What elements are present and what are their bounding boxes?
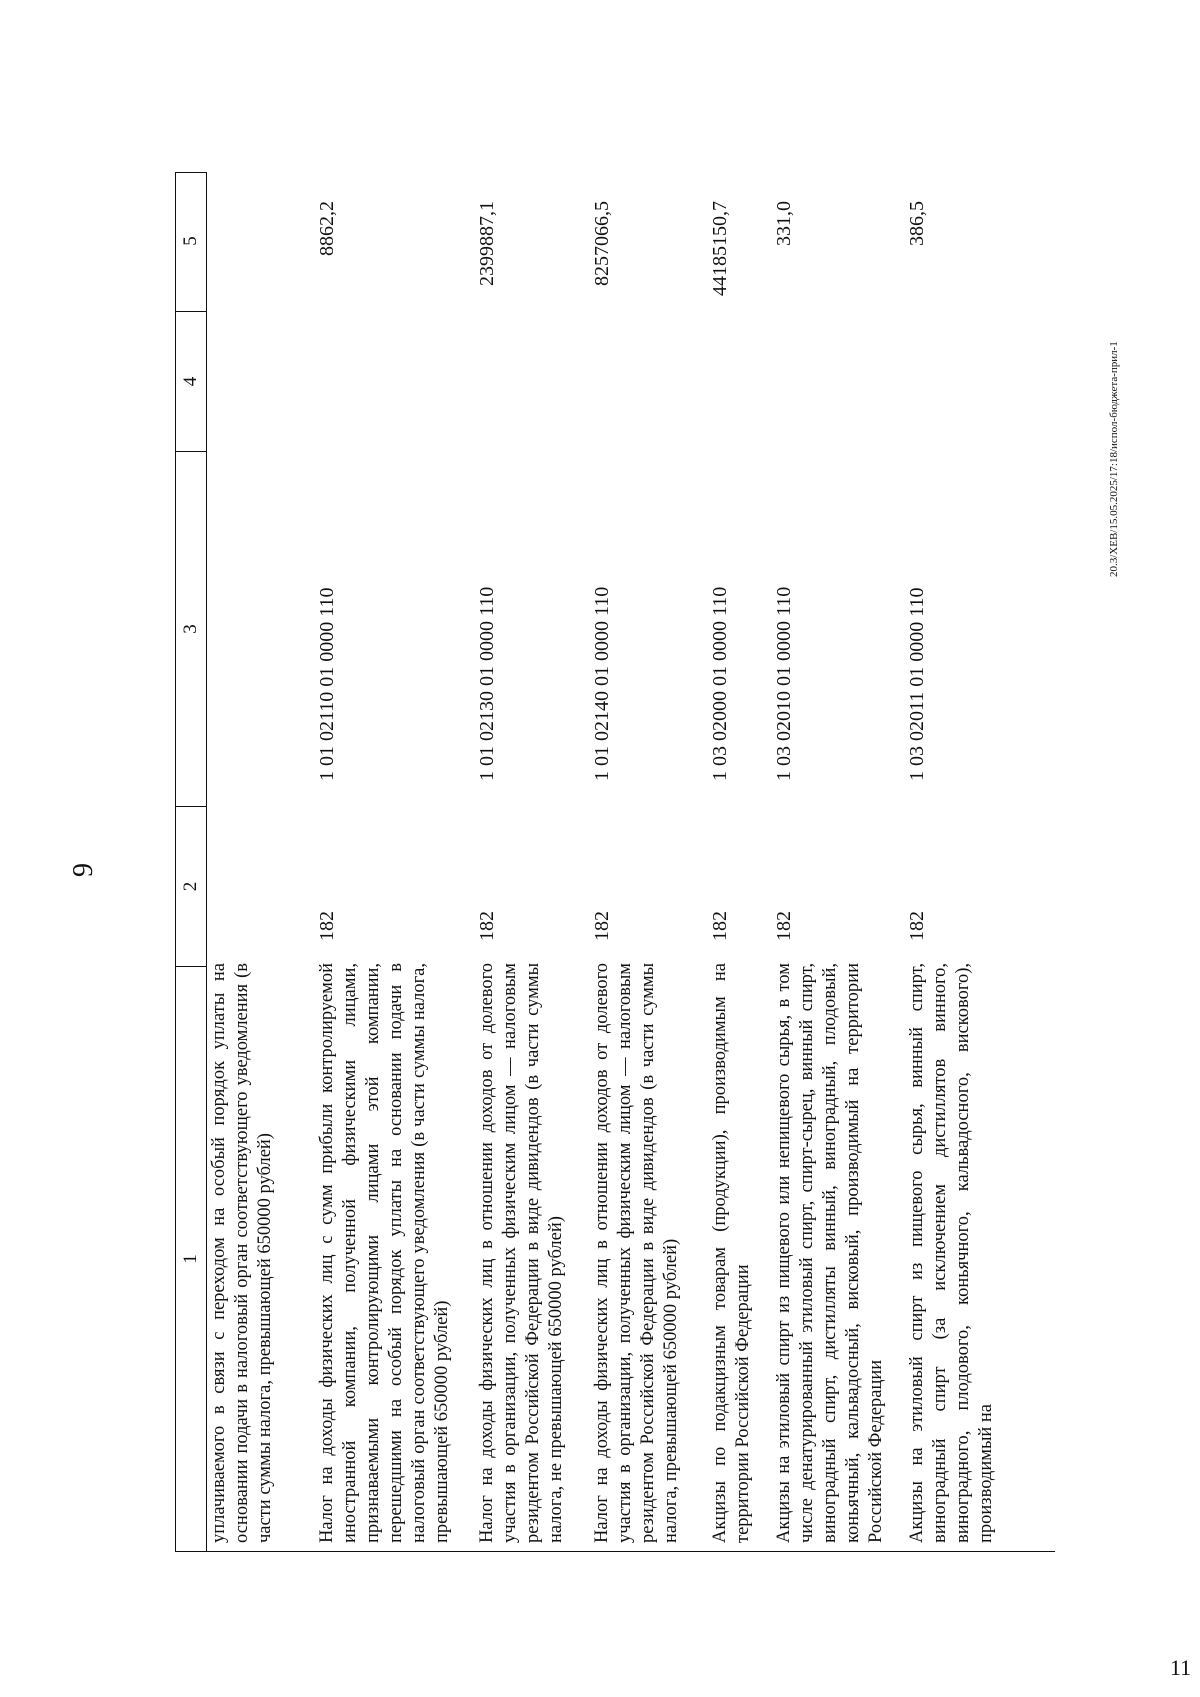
row-description: Акцизы на этиловый спирт из пищевого или непищевого сырья, в том числе денатурированный этиловый спирт, спирт-сырец, винный спирт, виноградный спирт, дистилляты винный, виноградный, плодовый, коньячный, кальвадосный, висковый, производимый на территории Российской Федерации — [774, 963, 886, 1543]
row-amount: 386,5 — [906, 201, 928, 246]
row-amount: 44185150,7 — [709, 201, 731, 296]
row-admin-code: 182 — [316, 911, 338, 941]
row-amount: 331,0 — [773, 201, 795, 246]
row-description: Акцизы на этиловый спирт из пищевого сырья, винный спирт, виноградный спирт (за исключением дистиллятов винного, виноградного, плодового, коньячного, кальвадосного, вискового), производимый на — [907, 963, 996, 1543]
row-budget-code: 1 01 02110 01 0000 110 — [316, 587, 338, 781]
row-amount: 2399887,1 — [476, 201, 498, 286]
row-budget-code: 1 01 02130 01 0000 110 — [476, 586, 498, 781]
col-header-5: 5 — [180, 236, 201, 246]
row-budget-code: 1 03 02000 01 0000 110 — [709, 586, 731, 781]
row-amount: 8862,2 — [316, 201, 338, 256]
row-description: уплачиваемого в связи с переходом на особый порядок уплаты на основании подачи в налоговый орган соответствующего уведомления (в части суммы налога, превышающей 650000 рублей) — [209, 963, 275, 1543]
row-budget-code: 1 03 02010 01 0000 110 — [773, 586, 795, 781]
row-amount: 8257066,5 — [591, 201, 613, 286]
row-description: Налог на доходы физических лиц в отношении доходов от долевого участия в организации, полученных физическим лицом — налоговым резидентом Российской Федерации в виде дивидендов (в части суммы налога, превышающей 650000 рублей) — [592, 963, 681, 1543]
footer-code: 20.3/XEB/15.05.2025/17:18/испол-бюджета-прил-1 — [1108, 341, 1120, 577]
revenue-table — [175, 172, 1055, 1552]
row-admin-code: 182 — [709, 911, 731, 941]
col-header-4: 4 — [176, 311, 206, 451]
row-budget-code: 1 03 02011 01 0000 110 — [906, 587, 928, 781]
col-header-3: 3 — [176, 451, 206, 806]
sheet-number: 11 — [1170, 1655, 1192, 1680]
page-number: 9 — [68, 863, 99, 877]
row-description: Налог на доходы физических лиц в отношении доходов от долевого участия в организации, полученных физическим лицом — налоговым резидентом Российской Федерации в виде дивидендов (в части суммы налога, не превышающей 650000 рублей) — [477, 963, 566, 1543]
row-admin-code: 182 — [773, 911, 795, 941]
row-admin-code: 182 — [591, 911, 613, 941]
row-description: Акцизы по подакцизным товарам (продукции), производимым на территории Российской Федерации — [710, 963, 753, 1543]
table-body — [206, 171, 1055, 1552]
row-budget-code: 1 01 02140 01 0000 110 — [591, 586, 613, 781]
col-header-2: 2 — [176, 806, 206, 966]
col-header-1: 1 — [176, 966, 206, 1551]
table-header — [175, 172, 207, 1552]
row-description: Налог на доходы физических лиц с сумм прибыли контролируемой иностранной компании, полученной физическими лицами, признаваемыми контролирующими лицами этой компании, перешедшими на особый порядок уплаты на основании подачи в налоговый орган соответствующего уведомления (в части суммы налога, превышающей 650000 рублей) — [317, 963, 452, 1543]
row-admin-code: 182 — [906, 911, 928, 941]
row-admin-code: 182 — [476, 911, 498, 941]
